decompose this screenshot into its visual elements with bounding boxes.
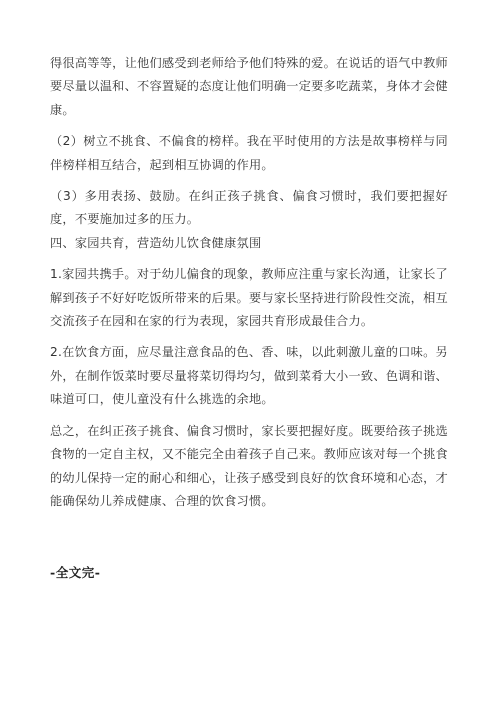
section-heading: 四、家园共育，营造幼儿饮食健康氛围 [50,235,262,250]
paragraph-home-school: 1.家园共携手。对于幼儿偏食的现象，教师应注重与家长沟通，让家长了解到孩子不好好吃饭所带来的后果。要与家长坚持进行阶段性交流，相互交流孩子在园和在家的行为表现，家园共育形成最佳合力。 [50,267,448,329]
end-of-document-mark: -全文完- [50,565,101,580]
paragraph-role-model: （2）树立不挑食、不偏食的榜样。我在平时使用的方法是故事榜样与同伴榜样相互结合，起到相互协调的作用。 [50,134,448,172]
paragraph-diet: 2.在饮食方面，应尽量注意食品的色、香、味，以此刺激儿童的口味。另外，在制作饭菜时要尽量将菜切得均匀，做到菜肴大小一致、色调和谐、味道可口，使儿童没有什么挑选的余地。 [50,345,448,407]
document-body [50,52,448,513]
paragraph-praise: （3）多用表扬、鼓励。在纠正孩子挑食、偏食习惯时，我们要把握好度，不要施加过多的压力。 [50,189,448,227]
paragraph-intro-continuation: 得很高等等，让他们感受到老师给予他们特殊的爱。在说话的语气中教师要尽量以温和、不容置疑的态度让他们明确一定要多吃蔬菜，身体才会健康。 [50,56,448,117]
paragraph-conclusion: 总之，在纠正孩子挑食、偏食习惯时，家长要把握好度。既要给孩子挑选食物的一定自主权，又不能完全由着孩子自己来。教师应该对每一个挑食的幼儿保持一定的耐心和细心，让孩子感受到良好的饮食环境和心态，才能确保幼儿养成健康、合理的饮食习惯。 [50,423,448,508]
